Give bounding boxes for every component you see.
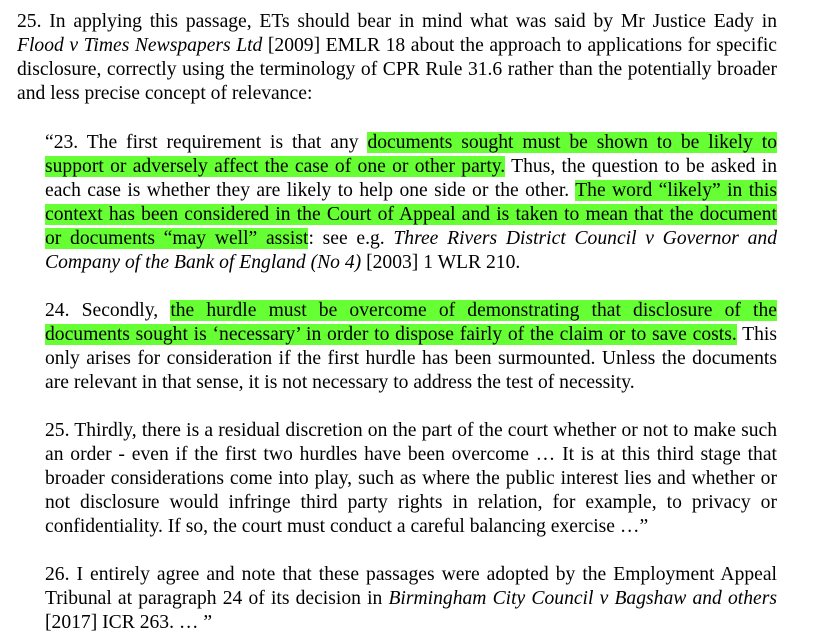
quote-24-tail: This only arises for consideration if the first hurdle has been surmounted. Unless the documents are relevant in that sense, it is not necessary to address the test of necessity. <box>45 324 777 393</box>
case-citation-three-rivers: Three Rivers District Council v Governor and Company of the Bank of England (No 4) <box>45 228 777 273</box>
highlight-likely-to-support: documents sought must be shown to be likely to support or adversely affect the case of one or other party. <box>45 132 777 177</box>
quote-23-after: : see e.g. <box>308 228 394 249</box>
quote-paragraph-24 <box>45 299 777 395</box>
paragraph-26-lead: 26. I entirely agree and note that these passages were adopted by the Employment Appeal Tribunal at paragraph 24 of its decision in <box>45 564 777 609</box>
paragraph-26-tail: [2017] ICR 263. … ” <box>45 612 213 633</box>
quote-paragraph-23 <box>45 131 777 275</box>
quote-paragraph-25 <box>45 419 777 539</box>
paragraph-25-lead: 25. In applying this passage, ETs should bear in mind what was said by Mr Justice Eady in <box>17 11 777 32</box>
paragraph-26 <box>45 563 777 635</box>
quote-24-lead: 24. Secondly, <box>45 300 171 321</box>
highlight-necessary-hurdle: the hurdle must be overcome of demonstrating that disclosure of the documents sought is ‘necessary’ in order to dispose fairly of the claim or to save costs. <box>45 300 777 345</box>
quote-23-tail: [2003] 1 WLR 210. <box>361 252 521 273</box>
quote-23-lead: “23. The first requirement is that any <box>45 132 368 153</box>
paragraph-25 <box>17 10 777 106</box>
case-citation-bagshaw: Birmingham City Council v Bagshaw and others <box>388 588 777 609</box>
quote-25-text: 25. Thirdly, there is a residual discretion on the part of the court whether or not to make such an order - even if the first two hurdles have been overcome … It is at this third stage that broader considerations come into play, such as where the public interest lies and whether or not disclosure would infringe third party rights in relation, for example, to privacy or confidentiality. If so, the court must conduct a careful balancing exercise …” <box>45 420 777 537</box>
case-citation-flood: Flood v Times Newspapers Ltd <box>17 35 263 56</box>
quote-23-mid: Thus, the question to be asked in each case is whether they are likely to help one side or the other. <box>45 156 777 201</box>
paragraph-25-tail: [2009] EMLR 18 about the approach to applications for specific disclosure, correctly using the terminology of CPR Rule 31.6 rather than the potentially broader and less precise concept of relevance: <box>17 35 777 104</box>
highlight-word-likely: The word “likely” in this context has been considered in the Court of Appeal and is taken to mean that the document or documents “may well” assist <box>45 180 778 249</box>
